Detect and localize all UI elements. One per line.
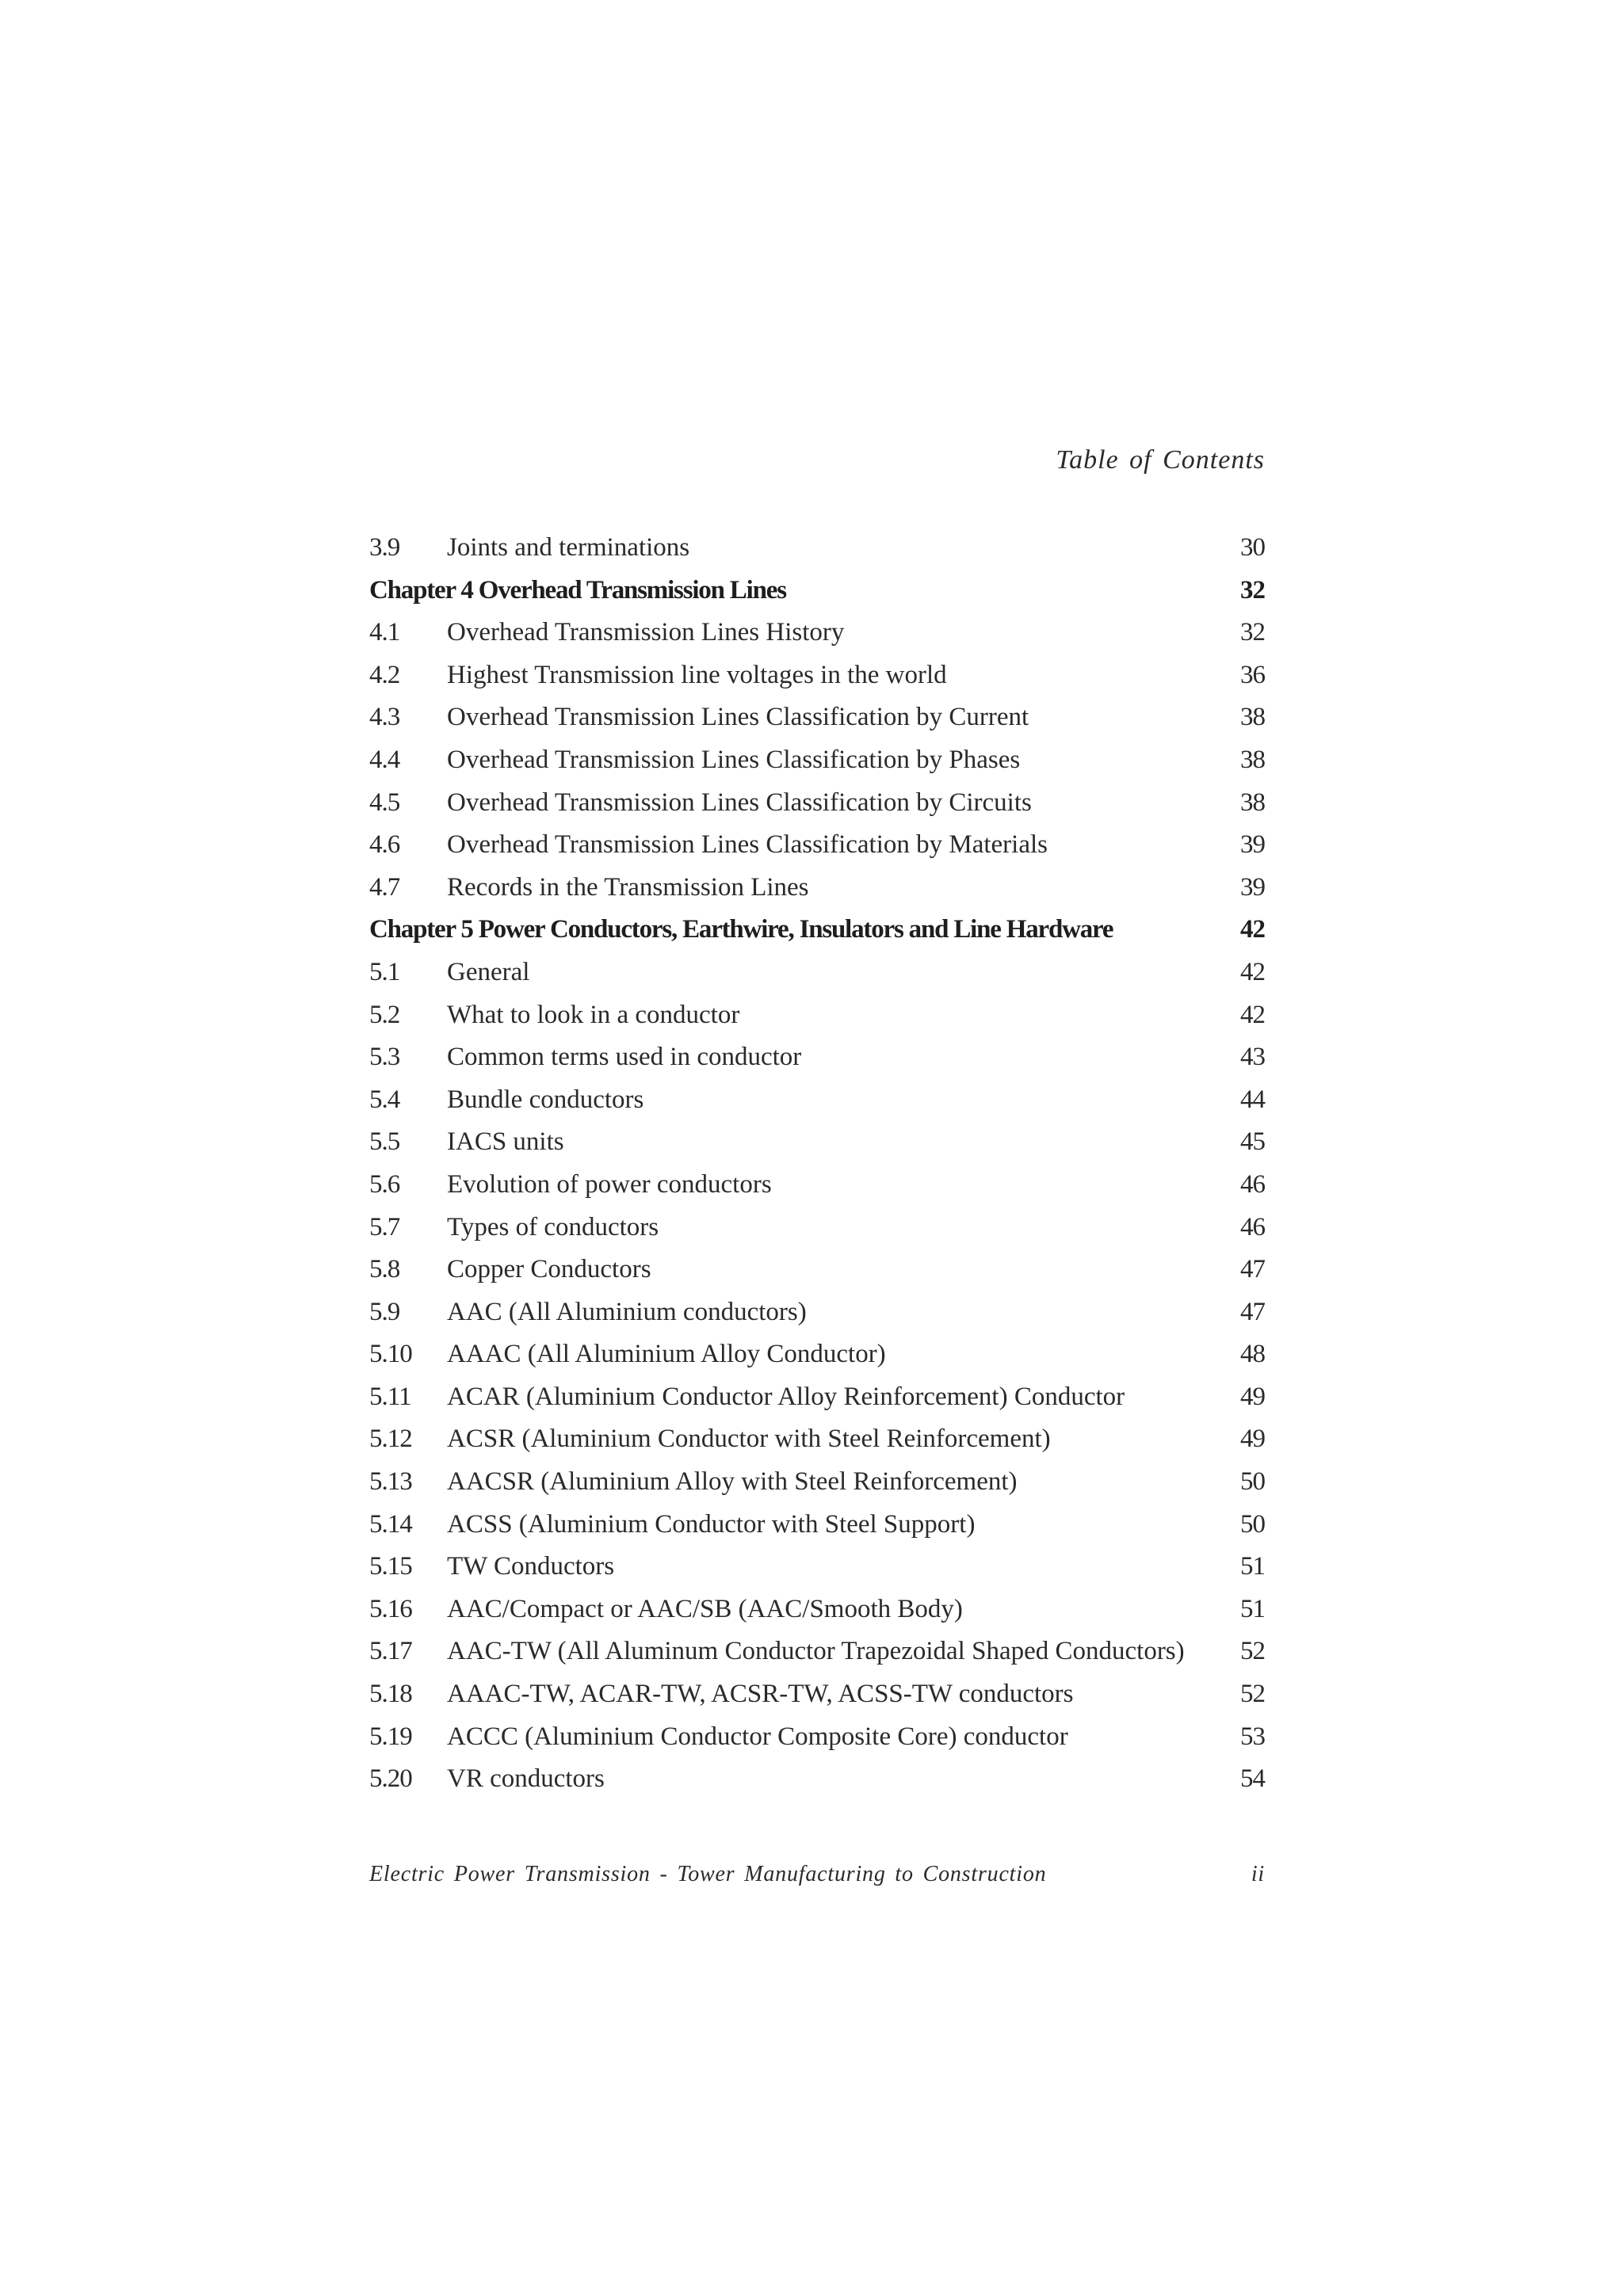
toc-entry-page: 32 [1240,575,1265,605]
toc-entry-number: 5.19 [369,1722,412,1751]
toc-entry [369,1036,1265,1079]
toc-entry-number: 5.16 [369,1594,412,1623]
toc-entry [369,1546,1265,1589]
toc-entry [369,1716,1265,1759]
toc-entry-number: 4.5 [369,788,400,817]
toc-entry-number: 5.3 [369,1043,400,1072]
toc-entry-title: General [447,957,530,986]
toc-entry-page: 42 [1240,1000,1265,1029]
toc-entry [369,867,1265,910]
toc-entry-title: VR conductors [447,1764,605,1794]
toc-entry [369,1504,1265,1547]
toc-entry-page: 47 [1240,1297,1265,1326]
toc-entry-title: AAC/Compact or AAC/SB (AAC/Smooth Body) [447,1594,963,1623]
toc-chapter-heading [369,909,1265,952]
toc-entry-title: Overhead Transmission Lines Classification by Current [447,703,1029,732]
toc-entry [369,952,1265,994]
toc-entry [369,1079,1265,1122]
toc-entry-title: Overhead Transmission Lines Classification by Circuits [447,788,1032,817]
toc-entry-number: 3.9 [369,533,400,562]
toc-entry-title: TW Conductors [447,1552,615,1581]
toc-entry [369,1630,1265,1673]
toc-entry [369,1164,1265,1207]
toc-entry-title: ACSR (Aluminium Conductor with Steel Reinforcement) [447,1425,1051,1454]
toc-entry-number: 5.7 [369,1212,400,1241]
toc-entry-number: 5.9 [369,1297,400,1326]
toc-entry-number: 5.1 [369,957,400,986]
toc-entry-number: 4.4 [369,745,400,774]
toc-entry-title: Records in the Transmission Lines [447,872,809,902]
toc-entry-title: Common terms used in conductor [447,1043,802,1072]
running-header: Table of Contents [1056,445,1265,475]
toc-entry-number: 5.17 [369,1637,412,1666]
table-of-contents [369,527,1265,1801]
toc-entry-page: 43 [1240,1043,1265,1072]
toc-entry-title: Overhead Transmission Lines History [447,618,845,647]
toc-entry [369,527,1265,570]
toc-entry [369,739,1265,782]
toc-entry-number: 4.6 [369,830,400,860]
toc-entry-title: Chapter 5 Power Conductors, Earthwire, Insulators and Line Hardware [369,915,1113,944]
toc-entry-number: 5.2 [369,1000,400,1029]
toc-entry-number: 5.5 [369,1127,400,1157]
toc-entry-title: AAAC (All Aluminium Alloy Conductor) [447,1340,886,1369]
toc-entry-number: 5.18 [369,1680,412,1709]
toc-entry [369,1121,1265,1164]
toc-entry-page: 54 [1240,1764,1265,1794]
toc-entry-page: 46 [1240,1212,1265,1241]
toc-entry-title: ACCC (Aluminium Conductor Composite Core) conductor [447,1722,1068,1751]
toc-chapter-heading [369,570,1265,612]
toc-entry-title: AAAC-TW, ACAR-TW, ACSR-TW, ACSS-TW conductors [447,1680,1074,1709]
toc-entry [369,1249,1265,1291]
toc-entry-number: 5.6 [369,1169,400,1199]
toc-entry-page: 30 [1240,533,1265,562]
toc-entry-title: Chapter 4 Overhead Transmission Lines [369,575,786,605]
toc-entry-page: 32 [1240,618,1265,647]
toc-entry-title: AAC (All Aluminium conductors) [447,1297,807,1326]
toc-entry-page: 50 [1240,1467,1265,1497]
toc-entry-number: 4.3 [369,703,400,732]
toc-entry [369,654,1265,697]
toc-entry [369,1376,1265,1419]
toc-entry-page: 38 [1240,745,1265,774]
footer-page-number: ii [1251,1862,1265,1886]
toc-entry-page: 36 [1240,660,1265,689]
toc-entry [369,994,1265,1037]
toc-entry-title: IACS units [447,1127,564,1157]
toc-entry-page: 39 [1240,872,1265,902]
toc-entry-page: 51 [1240,1594,1265,1623]
toc-entry-title: ACSS (Aluminium Conductor with Steel Support) [447,1509,976,1539]
toc-entry [369,1333,1265,1376]
toc-entry-page: 53 [1240,1722,1265,1751]
toc-entry-number: 4.1 [369,618,400,647]
toc-entry-title: Joints and terminations [447,533,690,562]
toc-entry-title: Highest Transmission line voltages in the world [447,660,947,689]
toc-entry [369,1673,1265,1716]
toc-entry-number: 4.2 [369,660,400,689]
toc-entry-page: 50 [1240,1509,1265,1539]
toc-entry-number: 5.13 [369,1467,412,1497]
toc-entry [369,612,1265,654]
toc-entry-title: Evolution of power conductors [447,1169,772,1199]
toc-entry-page: 52 [1240,1637,1265,1666]
toc-entry-page: 44 [1240,1085,1265,1114]
toc-entry-number: 5.15 [369,1552,412,1581]
toc-entry-number: 5.20 [369,1764,412,1794]
toc-entry [369,782,1265,825]
toc-entry-page: 46 [1240,1169,1265,1199]
toc-entry-page: 49 [1240,1382,1265,1411]
toc-entry [369,1291,1265,1334]
toc-entry [369,1758,1265,1801]
toc-entry-page: 51 [1240,1552,1265,1581]
toc-entry-number: 5.4 [369,1085,400,1114]
toc-entry-title: What to look in a conductor [447,1000,740,1029]
toc-entry-number: 5.14 [369,1509,412,1539]
toc-entry-title: Bundle conductors [447,1085,644,1114]
toc-entry-title: AAC-TW (All Aluminum Conductor Trapezoidal Shaped Conductors) [447,1637,1185,1666]
toc-entry-page: 42 [1240,915,1265,944]
toc-entry-page: 48 [1240,1340,1265,1369]
toc-entry [369,696,1265,739]
toc-entry-title: AACSR (Aluminium Alloy with Steel Reinforcement) [447,1467,1018,1497]
toc-entry-title: Copper Conductors [447,1255,651,1284]
toc-entry [369,1207,1265,1249]
toc-entry-title: Overhead Transmission Lines Classification by Materials [447,830,1048,860]
toc-entry-page: 52 [1240,1680,1265,1709]
toc-entry-title: Overhead Transmission Lines Classification by Phases [447,745,1021,774]
toc-entry [369,1589,1265,1631]
toc-entry-number: 5.10 [369,1340,412,1369]
toc-entry-page: 45 [1240,1127,1265,1157]
toc-entry-title: ACAR (Aluminium Conductor Alloy Reinforcement) Conductor [447,1382,1125,1411]
toc-entry-page: 47 [1240,1255,1265,1284]
footer-book-title: Electric Power Transmission - Tower Manufacturing to Construction [369,1862,1047,1886]
toc-entry-page: 38 [1240,703,1265,732]
toc-entry-page: 49 [1240,1425,1265,1454]
toc-entry-number: 4.7 [369,872,400,902]
page-footer [369,1862,1265,1887]
toc-entry-number: 5.12 [369,1425,412,1454]
toc-entry-title: Types of conductors [447,1212,659,1241]
toc-entry [369,824,1265,867]
toc-entry-page: 39 [1240,830,1265,860]
toc-entry-number: 5.11 [369,1382,411,1411]
toc-entry [369,1461,1265,1504]
toc-entry-page: 42 [1240,957,1265,986]
toc-entry-number: 5.8 [369,1255,400,1284]
toc-entry-page: 38 [1240,788,1265,817]
toc-entry [369,1418,1265,1461]
